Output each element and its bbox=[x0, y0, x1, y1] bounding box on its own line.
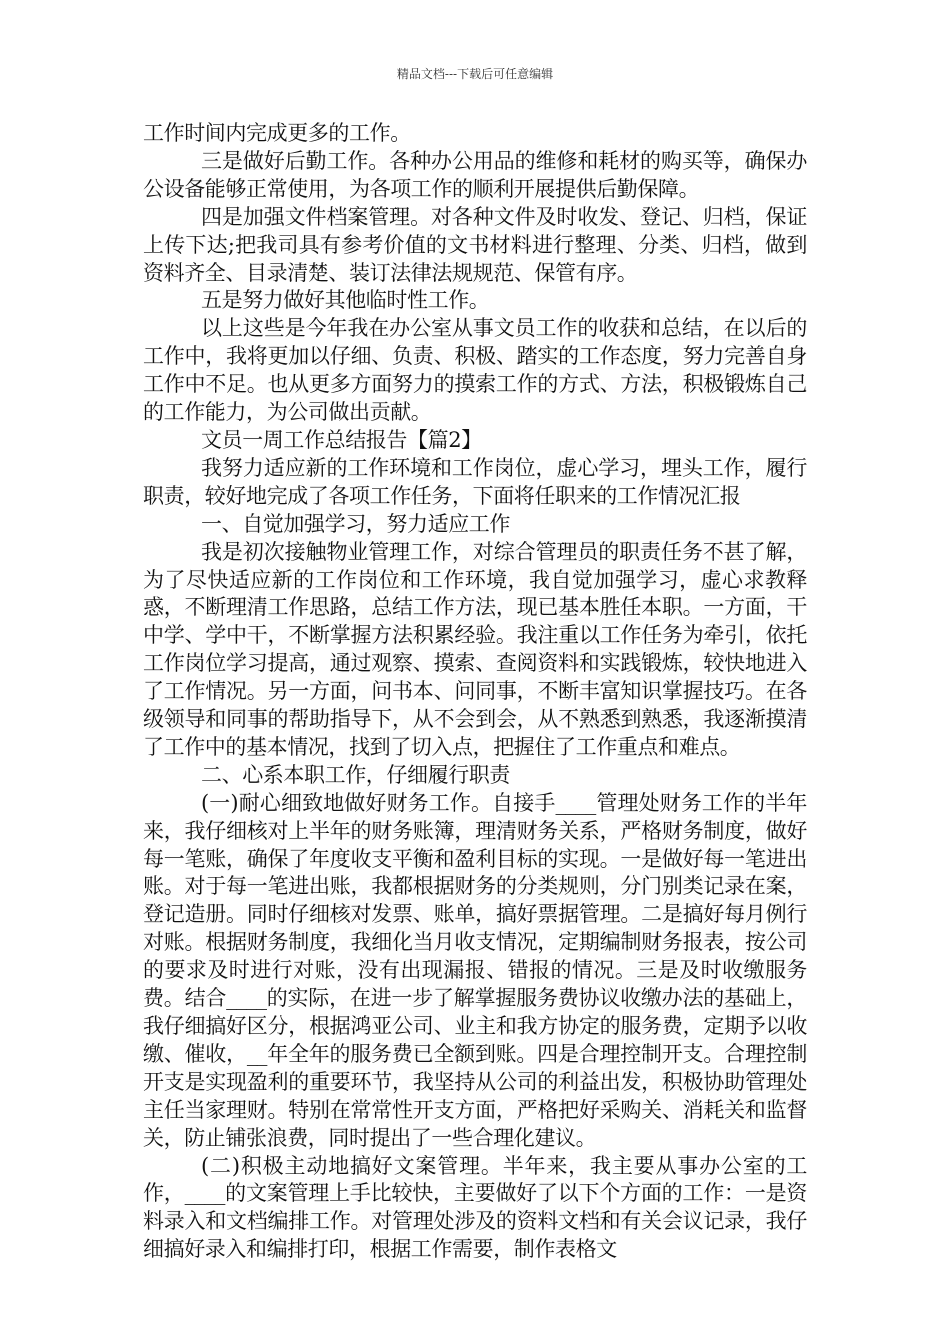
paragraph: 一、自觉加强学习，努力适应工作 bbox=[201, 511, 510, 536]
paragraph: 工作时间内完成更多的工作。 bbox=[143, 121, 411, 145]
paragraph: 文员一周工作总结报告【篇2】 bbox=[201, 427, 482, 452]
document-body bbox=[143, 120, 807, 1264]
paragraph: 三是做好后勤工作。各种办公用品的维修和耗材的购买等，确保办公设备能够正常使用，为各项工作的顺利开展提供后勤保障。 bbox=[143, 148, 807, 201]
paragraph: (二)积极主动地搞好文案管理。半年来，我主要从事办公室的工作，____的文案管理上手比较快，主要做好了以下个方面的工作：一是资料录入和文档编排工作。对管理处涉及的资料文档和有关会议记录，我仔细搞好录入和编排打印，根据工作需要，制作表格文 bbox=[143, 1153, 807, 1262]
paragraph: 我是初次接触物业管理工作，对综合管理员的职责任务不甚了解，为了尽快适应新的工作岗位和工作环境，我自觉加强学习，虚心求教释惑，不断理清工作思路，总结工作方法，现已基本胜任本职。一方面，干中学、学中干，不断掌握方法积累经验。我注重以工作任务为牵引，依托工作岗位学习提高，通过观察、摸索、查阅资料和实践锻炼，较快地进入了工作情况。另一方面，问书本、问同事，不断丰富知识掌握技巧。在各级领导和同事的帮助指导下，从不会到会，从不熟悉到熟悉，我逐渐摸清了工作中的基本情况，找到了切入点，把握住了工作重点和难点。 bbox=[143, 539, 807, 759]
page-header: 精品文档---下载后可任意编辑 bbox=[396, 67, 554, 81]
paragraph: 以上这些是今年我在办公室从事文员工作的收获和总结，在以后的工作中，我将更加以仔细、负责、积极、踏实的工作态度，努力完善自身工作中不足。也从更多方面努力的摸索工作的方式、方法，积极锻炼自己的工作能力，为公司做出贡献。 bbox=[143, 316, 807, 425]
paragraph: 二、心系本职工作，仔细履行职责 bbox=[201, 762, 510, 787]
paragraph: 五是努力做好其他临时性工作。 bbox=[201, 288, 490, 313]
paragraph: 我努力适应新的工作环境和工作岗位，虚心学习，埋头工作，履行职责，较好地完成了各项工作任务，下面将任职来的工作情况汇报 bbox=[143, 455, 807, 508]
paragraph: 四是加强文件档案管理。对各种文件及时收发、登记、归档，保证上传下达;把我司具有参考价值的文书材料进行整理、分类、归档，做到资料齐全、目录清楚、装订法律法规规范、保管有序。 bbox=[143, 204, 807, 285]
paragraph: (一)耐心细致地做好财务工作。自接手____管理处财务工作的半年来，我仔细核对上半年的财务账簿，理清财务关系，严格财务制度，做好每一笔账，确保了年度收支平衡和盈利目标的实现。一是做好每一笔进出账。对于每一笔进出账，我都根据财务的分类规则，分门别类记录在案，登记造册。同时仔细核对发票、账单，搞好票据管理。二是搞好每月例行对账。根据财务制度，我细化当月收支情况，定期编制财务报表，按公司的要求及时进行对账，没有出现漏报、错报的情况。三是及时收缴服务费。结合____的实际，在进一步了解掌握服务费协议收缴办法的基础上，我仔细搞好区分，根据鸿亚公司、业主和我方协定的服务费，定期予以收缴、催收，__年全年的服务费已全额到账。四是合理控制开支。合理控制开支是实现盈利的重要环节，我坚持从公司的利益出发，积极协助管理处主任当家理财。特别在常常性开支方面，严格把好采购关、消耗关和监督关，防止铺张浪费，同时提出了一些合理化建议。 bbox=[143, 790, 807, 1150]
